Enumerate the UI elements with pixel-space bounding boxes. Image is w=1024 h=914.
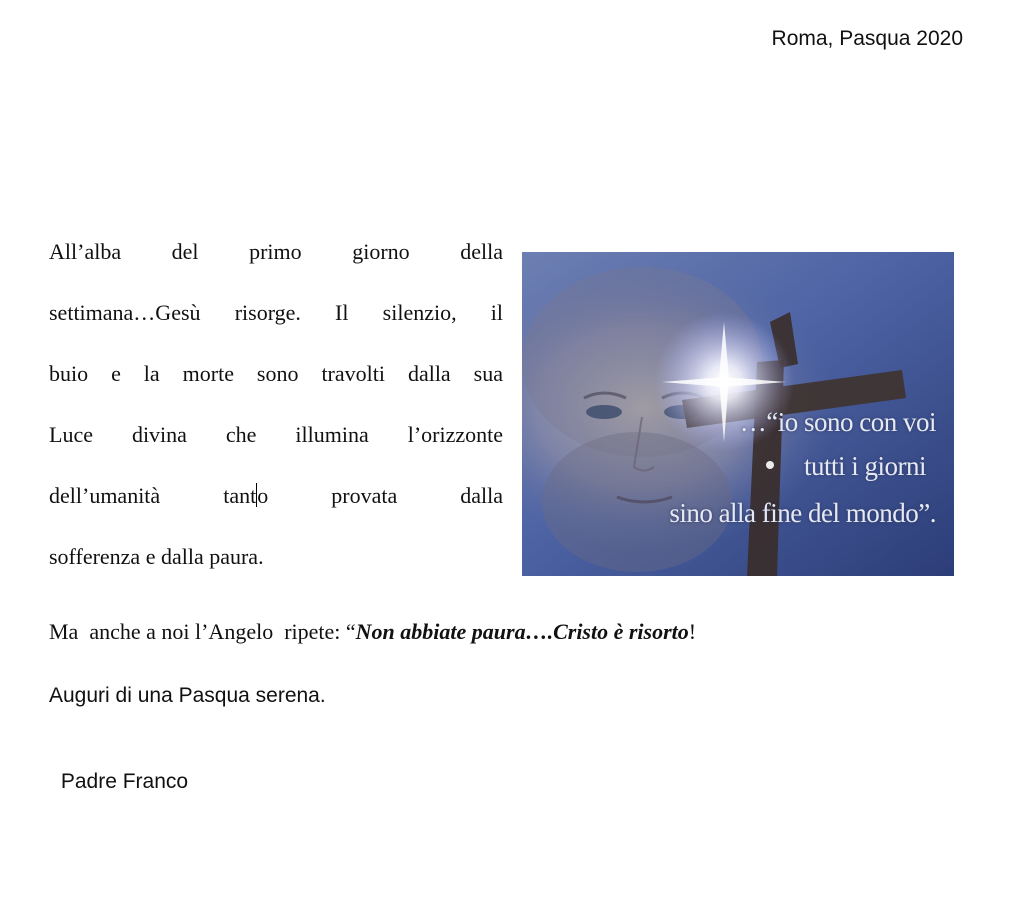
message-line-5-word-2: provata: [331, 483, 398, 508]
jesus-cross-image: [522, 252, 954, 576]
quote-line: [49, 619, 696, 645]
signature: Padre Franco: [55, 770, 189, 793]
message-line-5-start: dell’umanità: [49, 483, 161, 508]
image-caption-line-1: …“io sono con voi: [739, 407, 936, 437]
quote-emphasis: Non abbiate paura….Cristo è risorto: [355, 619, 689, 644]
message-line-3: buio e la morte sono travolti dalla sua: [49, 361, 503, 386]
message-line-2: settimana…Gesù risorge. Il silenzio, il: [49, 300, 503, 325]
greeting-line: Auguri di una Pasqua serena.: [49, 684, 326, 707]
message-line-6: sofferenza e dalla paura.: [49, 544, 264, 569]
message-line-4: Luce divina che illumina l’orizzonte: [49, 422, 503, 447]
image-caption-line-2: tutti i giorni: [803, 451, 926, 481]
message-line-5: [49, 481, 503, 542]
message-paragraph: [49, 237, 503, 603]
quote-suffix: !: [688, 619, 697, 644]
message-line-1: All’alba del primo giorno della: [49, 239, 503, 264]
image-caption-line-3: sino alla fine del mondo”.: [669, 498, 936, 528]
quote-prefix: Ma anche a noi l’Angelo ripete: “: [49, 619, 356, 644]
date-line: Roma, Pasqua 2020: [771, 27, 963, 50]
message-line-5-word: tanto: [223, 483, 269, 508]
message-line-5-word-3: dalla: [460, 483, 504, 508]
